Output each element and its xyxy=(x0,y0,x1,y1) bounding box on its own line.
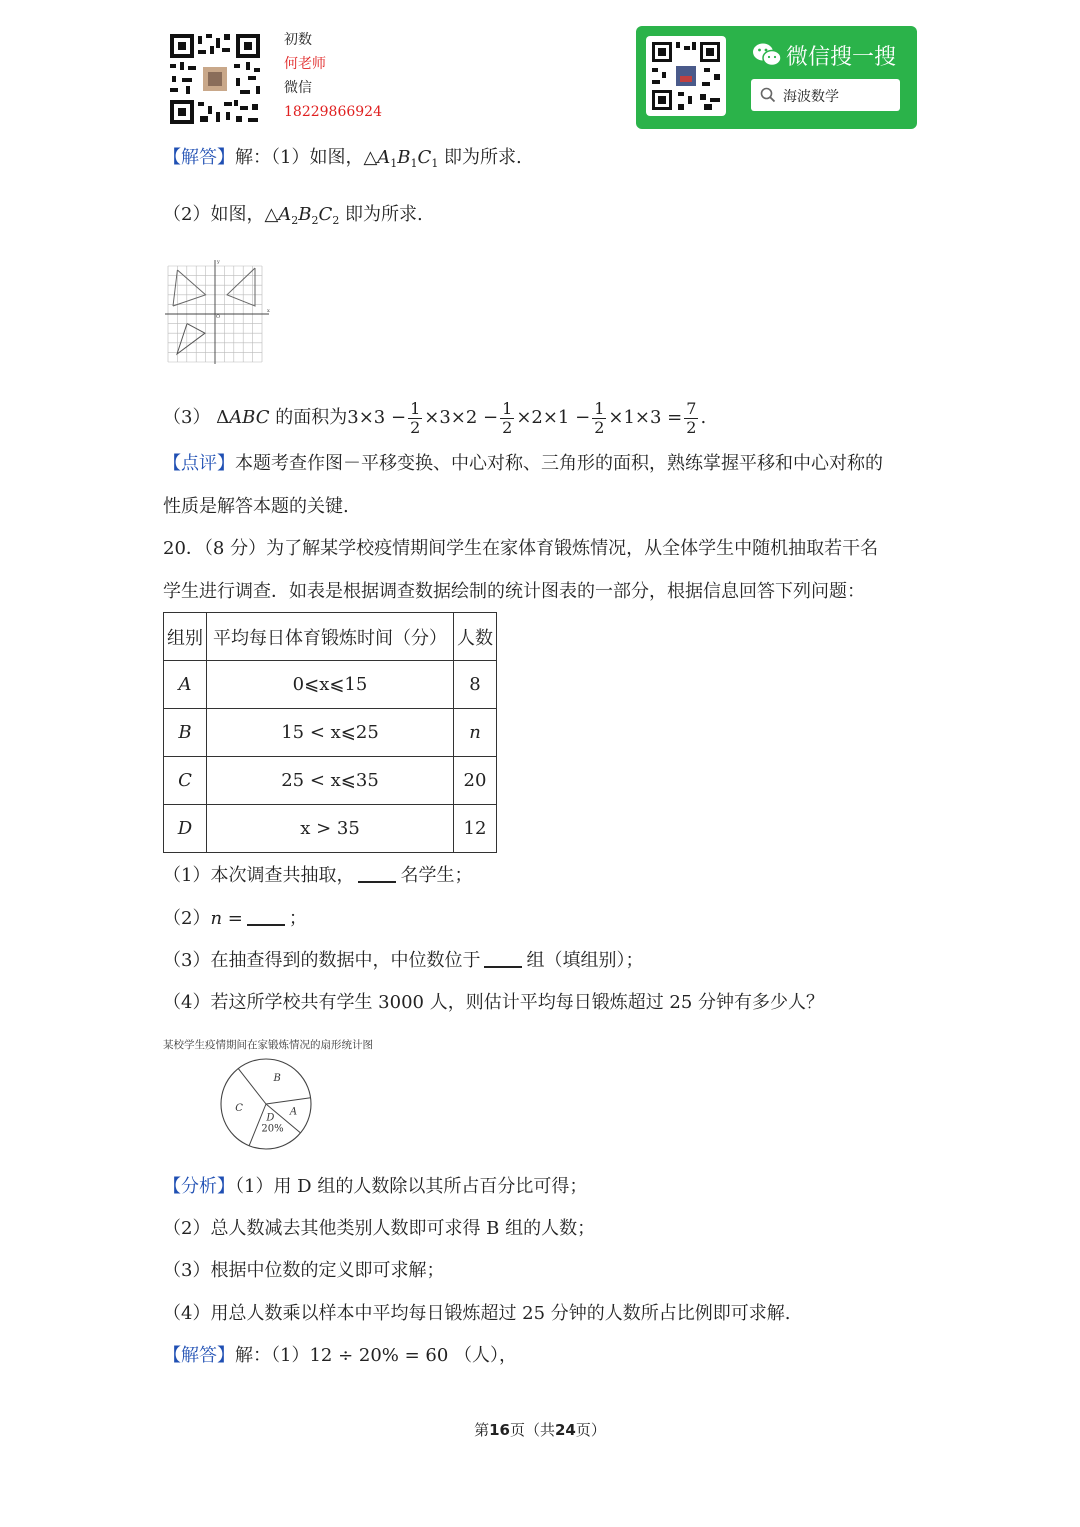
contact-line-phone: 18229866924 xyxy=(284,104,382,120)
answer-label: 【解答】 xyxy=(163,147,235,168)
wechat-search-box[interactable] xyxy=(751,79,900,111)
table-header-row xyxy=(164,613,497,661)
text-span: 名学生； xyxy=(400,865,473,886)
svg-text:O: O xyxy=(216,314,221,320)
review-label: 【点评】 xyxy=(163,453,235,474)
pie-label-a: A xyxy=(289,1106,298,1118)
text-span: （3） xyxy=(163,407,211,428)
review-line-1 xyxy=(163,452,883,476)
table-cell: 20 xyxy=(454,757,497,805)
text-span: 即为所求. xyxy=(444,147,522,168)
svg-text:x: x xyxy=(267,308,270,314)
text-span: 第 xyxy=(474,1421,490,1439)
sub-question-2: （2）n = ； xyxy=(163,908,307,929)
text-span: 解：（1）12 ÷ 20% = 60 （人）， xyxy=(235,1345,518,1366)
text-span: （1）本次调查共抽取， xyxy=(163,865,355,886)
wechat-logo-icon xyxy=(752,42,782,72)
coordinate-grid-figure xyxy=(163,258,273,370)
sub-question-3 xyxy=(163,948,643,973)
analysis-line-4: （4）用总人数乘以样本中平均每日锻炼超过 25 分钟的人数所占比例即可求解. xyxy=(163,1303,791,1324)
analysis-label: 【分析】 xyxy=(163,1176,235,1197)
table-cell: D xyxy=(164,805,207,853)
fraction: $\frac{1}{2}$ xyxy=(410,398,421,437)
pie-label-b: B xyxy=(273,1073,281,1085)
table-row xyxy=(164,661,497,709)
text-span: 即为所求. xyxy=(345,204,423,225)
pie-label-c: C xyxy=(235,1102,243,1114)
text-span: 组（填组别）； xyxy=(526,950,644,971)
text-span: 页） xyxy=(575,1421,606,1439)
text-span: （3）在抽查得到的数据中，中位数位于 xyxy=(163,950,481,971)
table-cell: 0⩽x⩽15 xyxy=(207,661,454,709)
analysis-line-2: （2）总人数减去其他类别人数即可求得 B 组的人数； xyxy=(163,1218,596,1239)
wechat-search-title: 微信搜一搜 xyxy=(786,45,897,70)
table-header-cell: 组别 xyxy=(164,613,207,661)
text-span: ； xyxy=(288,908,307,929)
table-cell: 8 xyxy=(454,661,497,709)
page-number: 16 xyxy=(489,1421,510,1439)
contact-line-subject: 初数 xyxy=(284,32,312,48)
page-total: 24 xyxy=(555,1421,576,1439)
table-cell: 25 < x⩽35 xyxy=(207,757,454,805)
table-cell: n xyxy=(454,709,497,757)
answer-blank[interactable] xyxy=(484,948,522,968)
question-line-1: 20．（8 分）为了解某学校疫情期间学生在家体育锻炼情况，从全体学生中随机抽取若干名 xyxy=(163,538,879,559)
page-footer xyxy=(0,1419,1080,1440)
svg-text:y: y xyxy=(217,259,220,265)
stats-table xyxy=(163,612,497,853)
wechat-qr-code xyxy=(646,36,726,116)
review-line-2: 性质是解答本题的关键. xyxy=(163,496,349,517)
prev-answer-line-2: （2）如图，$\triangle A_2B_2C_2$ 即为所求. xyxy=(163,204,423,227)
text-span: 的面积为 xyxy=(275,407,348,428)
table-cell: x > 35 xyxy=(207,805,454,853)
prev-answer-line-3: （3） ΔABC 的面积为3×3 − $\frac{1}{2}$ ×3×2 − $\frac{1}{2}$ ×2×1 − $\frac{1}{2}$ ×1×3 = $\frac{7}{2}$ . xyxy=(163,398,707,437)
text-span: （2） xyxy=(163,908,211,929)
table-cell: 12 xyxy=(454,805,497,853)
table-row xyxy=(164,709,497,757)
table-cell: 15 < x⩽25 xyxy=(207,709,454,757)
text-span: 页（共 xyxy=(509,1421,555,1439)
text-span: 解：（1）如图，△ xyxy=(235,147,378,168)
table-header-cell: 平均每日体育锻炼时间（分） xyxy=(207,613,454,661)
text-span: （1）用 D 组的人数除以其所占百分比可得； xyxy=(235,1176,588,1197)
contact-line-wechat: 微信 xyxy=(284,80,312,96)
question-line-2: 学生进行调查．如表是根据调查数据绘制的统计图表的一部分，根据信息回答下列问题： xyxy=(163,581,865,602)
fraction: $\frac{1}{2}$ xyxy=(502,398,513,437)
table-cell: B xyxy=(164,709,207,757)
text-span: 本题考查作图－平移变换、中心对称、三角形的面积，熟练掌握平移和中心对称的 xyxy=(235,453,883,474)
prev-answer-line-1: 【解答】解：（1）如图，$\triangle A_1B_1C_1$ 即为所求. xyxy=(163,147,522,170)
contact-info xyxy=(284,28,382,124)
fraction: $\frac{7}{2}$ xyxy=(686,398,697,437)
table-header-cell: 人数 xyxy=(454,613,497,661)
chart-title: 某校学生疫情期间在家锻炼情况的扇形统计图 xyxy=(163,1039,373,1051)
wechat-search-card[interactable] xyxy=(636,26,917,129)
pie-label-d: D xyxy=(266,1112,275,1124)
table-row xyxy=(164,805,497,853)
pie-chart xyxy=(212,1050,322,1156)
sub-question-4: （4）若这所学校共有学生 3000 人，则估计平均每日锻炼超过 25 分钟有多少人？ xyxy=(163,992,825,1013)
contact-line-teacher: 何老师 xyxy=(284,56,326,72)
answer-label: 【解答】 xyxy=(163,1345,235,1366)
analysis-line-1 xyxy=(163,1175,587,1199)
wechat-search-text: 海波数学 xyxy=(783,89,839,105)
fraction: $\frac{1}{2}$ xyxy=(594,398,605,437)
answer-line-1 xyxy=(163,1344,517,1368)
table-cell: C xyxy=(164,757,207,805)
search-icon xyxy=(760,87,776,107)
sub-question-1 xyxy=(163,863,472,888)
pie-percent-label: 20% xyxy=(261,1123,284,1135)
table-cell: A xyxy=(164,661,207,709)
answer-blank[interactable] xyxy=(247,906,285,926)
qr-code-image xyxy=(168,32,262,126)
text-span: （2）如图，△ xyxy=(163,204,279,225)
analysis-line-3: （3）根据中位数的定义即可求解； xyxy=(163,1260,445,1281)
table-row xyxy=(164,757,497,805)
answer-blank[interactable] xyxy=(358,863,396,883)
